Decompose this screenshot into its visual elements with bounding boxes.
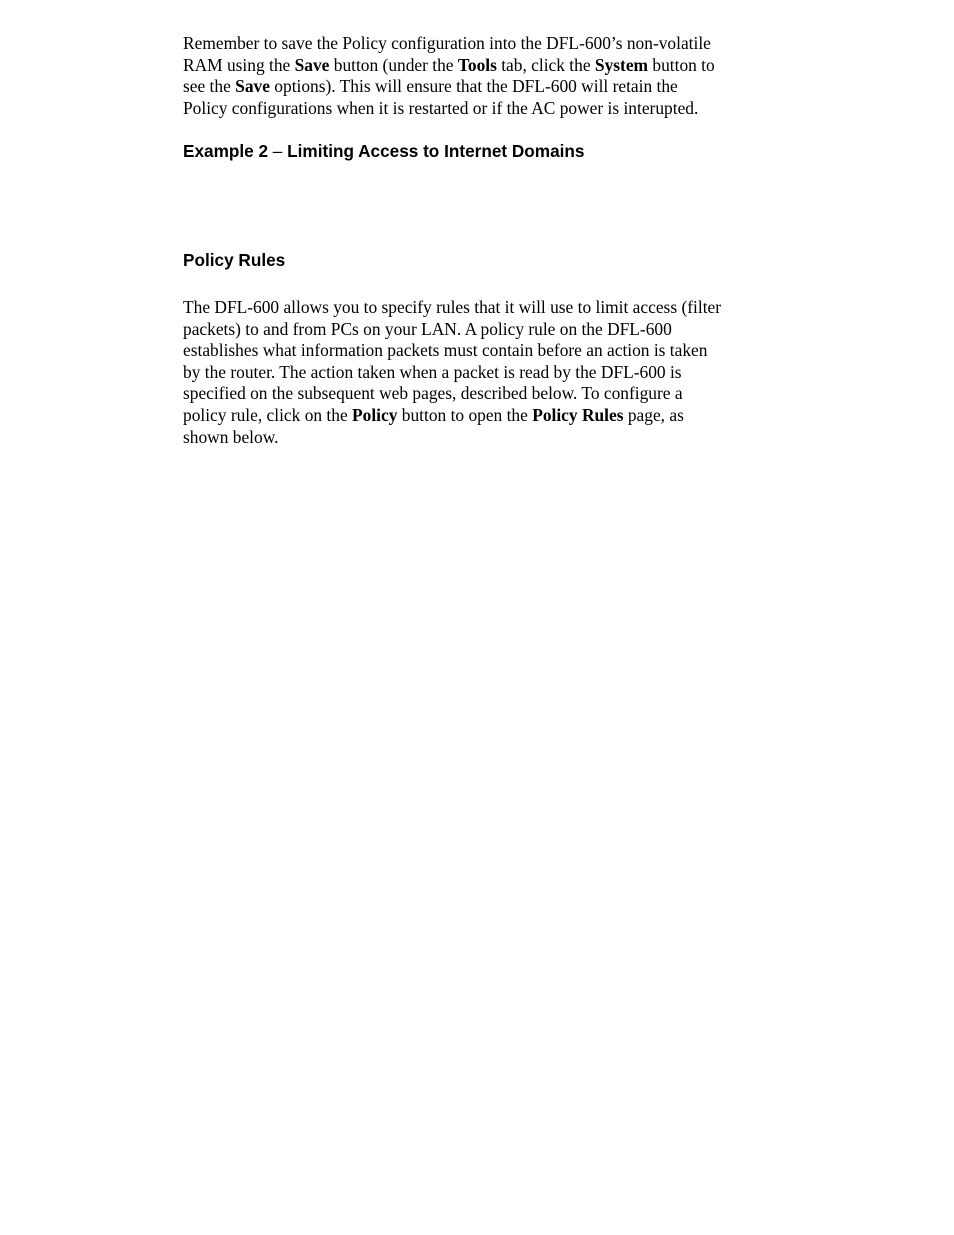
text-run: RAM using the [183,54,295,75]
paragraph-line: Policy configurations when it is restarted or if the AC power is interupted. [183,97,699,118]
text-run: see the [183,76,236,97]
text-run: options). This will ensure that the DFL-600 will retain the [269,76,678,97]
example-label: Example 2 [183,141,269,161]
policy-term: Policy [352,404,398,425]
text-run: button to open the [397,404,533,425]
paragraph-line [183,76,783,98]
save-reminder-paragraph [183,33,783,119]
policy-rules-heading: Policy Rules [183,250,286,270]
text-run: policy rule, click on the [183,404,353,425]
save-term: Save [294,54,330,75]
text-run: tab, click the [496,54,595,75]
paragraph-line: specified on the subsequent web pages, described below. To configure a [183,383,683,404]
document-page [183,33,783,447]
example-title: Limiting Access to Internet Domains [287,141,585,161]
paragraph-line: Remember to save the Policy configuration into the DFL-600’s non-volatile [183,33,711,53]
policy-rules-term: Policy Rules [532,404,624,425]
text-run: button (under the [329,54,458,75]
example-2-heading [183,140,584,162]
system-term: System [594,54,649,75]
paragraph-line [183,405,721,427]
paragraph-line: by the router. The action taken when a packet is read by the DFL-600 is [183,361,682,382]
tools-term: Tools [457,54,497,75]
paragraph-line: shown below. [183,426,279,447]
paragraph-line: establishes what information packets must contain before an action is taken [183,340,708,361]
policy-rules-paragraph [183,297,721,448]
save-term: Save [235,76,270,97]
paragraph-line: packets) to and from PCs on your LAN. A policy rule on the DFL-600 [183,318,672,339]
paragraph-line: The DFL-600 allows you to specify rules that it will use to limit access (filter [183,297,722,317]
text-run: button to [648,54,715,75]
paragraph-line [183,55,783,77]
text-run: page, as [623,404,684,425]
heading-dash: – [268,141,288,161]
